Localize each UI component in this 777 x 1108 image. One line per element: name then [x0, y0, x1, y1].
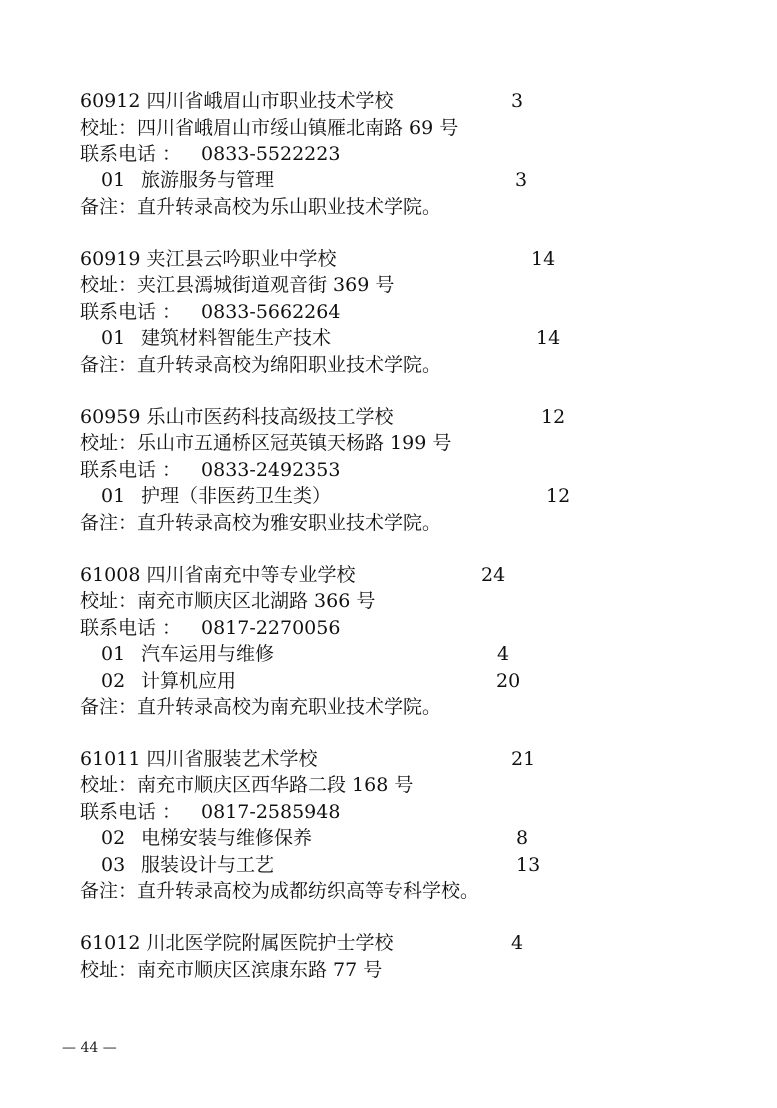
major-count: 20 [496, 670, 521, 692]
school-name: 乐山市医药科技高级技工学校 [146, 406, 394, 428]
school-total: 14 [531, 248, 556, 270]
school-code: 61011 [80, 748, 141, 770]
major-count: 8 [516, 827, 529, 849]
address-label: 校址： [80, 432, 138, 454]
major-code: 03 [101, 854, 126, 876]
school-note [80, 194, 441, 220]
address-value: 南充市顺庆区滨康东路 77 号 [137, 959, 383, 981]
major-code: 02 [101, 827, 126, 849]
major-code: 02 [101, 670, 126, 692]
address-value: 乐山市五通桥区冠英镇天杨路 199 号 [137, 432, 452, 454]
school-header [80, 246, 337, 272]
note-value: 直升转录高校为乐山职业技术学院。 [137, 196, 442, 218]
phone-label: 联系电话 ： [80, 617, 182, 639]
school-note [80, 352, 441, 378]
school-phone [80, 457, 340, 483]
school-address [80, 272, 394, 298]
page-number: — 44 — [62, 1040, 117, 1056]
school-total: 21 [511, 748, 536, 770]
phone-value: 0833-5662264 [201, 301, 341, 323]
school-header [80, 404, 394, 430]
major-name: 护理（非医药卫生类） [141, 485, 332, 507]
school-total: 4 [511, 932, 524, 954]
school-phone [80, 799, 340, 825]
major-name: 建筑材料智能生产技术 [141, 327, 332, 349]
school-phone [80, 299, 340, 325]
phone-value: 0833-5522223 [201, 143, 341, 165]
school-name: 夹江县云吟职业中学校 [146, 248, 337, 270]
address-value: 四川省峨眉山市绥山镇雁北南路 69 号 [137, 117, 459, 139]
major-name: 汽车运用与维修 [141, 643, 275, 665]
address-label: 校址： [80, 959, 138, 981]
school-phone [80, 615, 340, 641]
note-value: 直升转录高校为成都纺织高等专科学校。 [137, 880, 480, 902]
school-name: 四川省峨眉山市职业技术学校 [146, 90, 394, 112]
school-total: 3 [511, 90, 524, 112]
school-phone [80, 141, 340, 167]
school-code: 60959 [80, 406, 141, 428]
phone-value: 0833-2492353 [201, 459, 341, 481]
major-count: 14 [536, 327, 561, 349]
major-name: 电梯安装与维修保养 [141, 827, 313, 849]
major-count: 13 [516, 854, 541, 876]
school-address [80, 772, 413, 798]
school-code: 60912 [80, 90, 141, 112]
school-address [80, 957, 382, 983]
school-name: 四川省服装艺术学校 [146, 748, 318, 770]
note-value: 直升转录高校为绵阳职业技术学院。 [137, 354, 442, 376]
major-code: 01 [101, 485, 126, 507]
major-code: 01 [101, 327, 126, 349]
address-label: 校址： [80, 274, 138, 296]
note-label: 备注： [80, 354, 138, 376]
major-name: 服装设计与工艺 [141, 854, 275, 876]
note-label: 备注： [80, 196, 138, 218]
school-header [80, 562, 356, 588]
school-name: 川北医学院附属医院护士学校 [146, 932, 394, 954]
school-header [80, 746, 318, 772]
school-name: 四川省南充中等专业学校 [146, 564, 356, 586]
school-header [80, 88, 394, 114]
note-label: 备注： [80, 880, 138, 902]
address-label: 校址： [80, 117, 138, 139]
major-count: 4 [497, 643, 510, 665]
note-label: 备注： [80, 696, 138, 718]
address-value: 南充市顺庆区北湖路 366 号 [137, 590, 376, 612]
phone-label: 联系电话 ： [80, 459, 182, 481]
address-value: 夹江县漹城街道观音街 369 号 [137, 274, 395, 296]
school-note [80, 510, 441, 536]
school-total: 24 [481, 564, 506, 586]
phone-label: 联系电话 ： [80, 801, 182, 823]
note-value: 直升转录高校为南充职业技术学院。 [137, 696, 442, 718]
major-count: 3 [515, 169, 528, 191]
school-note [80, 694, 441, 720]
phone-label: 联系电话 ： [80, 301, 182, 323]
address-label: 校址： [80, 774, 138, 796]
school-code: 60919 [80, 248, 141, 270]
major-code: 01 [101, 169, 126, 191]
school-note [80, 878, 479, 904]
major-name: 计算机应用 [141, 670, 237, 692]
school-code: 61012 [80, 932, 141, 954]
school-header [80, 930, 394, 956]
school-address [80, 430, 451, 456]
phone-value: 0817-2270056 [201, 617, 341, 639]
school-code: 61008 [80, 564, 141, 586]
major-count: 12 [546, 485, 571, 507]
phone-label: 联系电话 ： [80, 143, 182, 165]
school-address [80, 588, 375, 614]
school-address [80, 115, 458, 141]
address-label: 校址： [80, 590, 138, 612]
note-value: 直升转录高校为雅安职业技术学院。 [137, 512, 442, 534]
major-name: 旅游服务与管理 [141, 169, 275, 191]
note-label: 备注： [80, 512, 138, 534]
school-total: 12 [541, 406, 566, 428]
major-code: 01 [101, 643, 126, 665]
address-value: 南充市顺庆区西华路二段 168 号 [137, 774, 414, 796]
phone-value: 0817-2585948 [201, 801, 341, 823]
